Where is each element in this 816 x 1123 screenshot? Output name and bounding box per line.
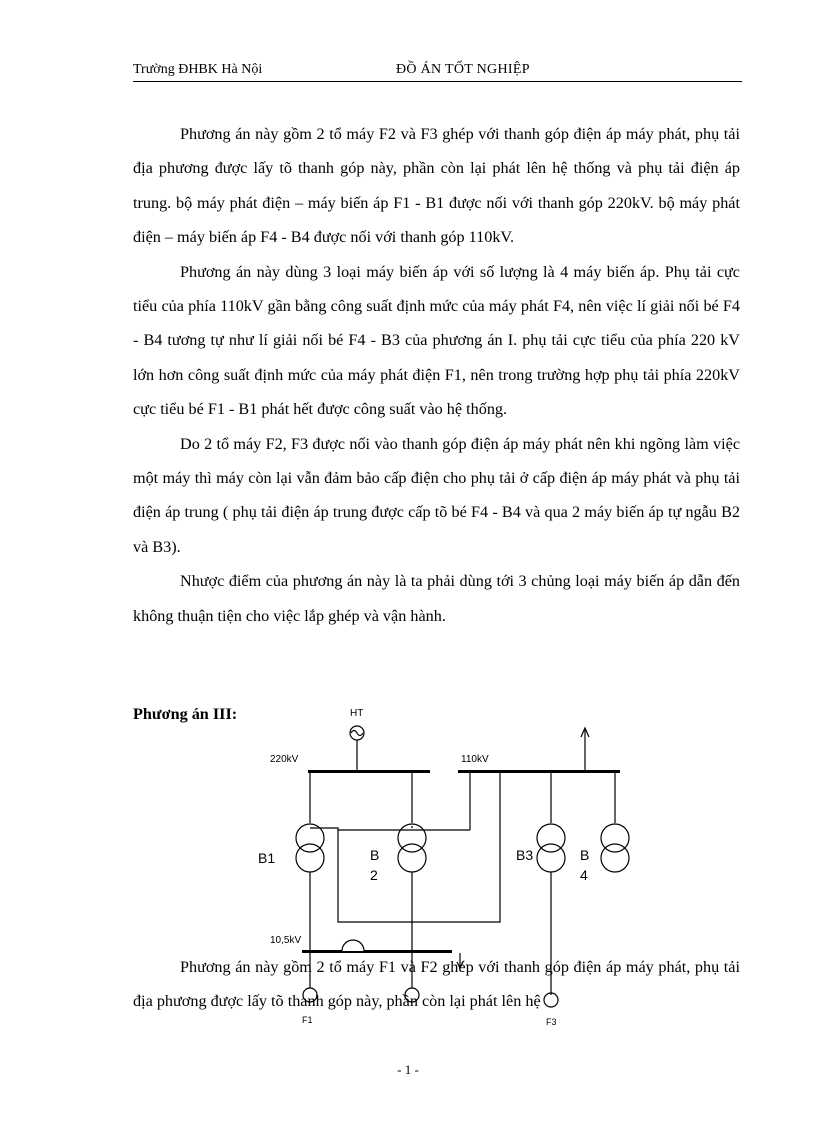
paragraph-3: Do 2 tổ máy F2, F3 được nối vào thanh góp điện áp máy phát nên khi ngõng làm việc một máy thì máy còn lại vẫn đảm bảo cấp điện cho phụ tải ở cấp điện áp máy phát và phụ tải điện áp trung ( phụ tải điện áp trung được cấp tõ bé F4 - B4 và qua 2 máy biến áp tự ngẫu B2 và B3). (133, 434, 740, 556)
label-bus-220kv: 220kV (270, 754, 299, 765)
continued-text (133, 950, 740, 1019)
page-number: - 1 - (397, 1062, 419, 1077)
paragraph-2: Phương án này dùng 3 loại máy biến áp với số lượng là 4 máy biến áp. Phụ tải cực tiểu của phía 110kV gần bằng công suất định mức của máy phát F4, nên việc lí giải nối bé F4 - B4 tương tự như lí giải nối bé F4 - B3 của phương án I. phụ tải cực tiểu của phía 220 kV lớn hơn công suất định mức của máy phát điện F1, nên trong trường hợp phụ tải phía 220kV cực tiểu bé F1 - B1 phát hết được công suất vào hệ thống. (133, 262, 740, 419)
paragraph-5: Phương án này gồm 2 tổ máy F1 và F2 ghép với thanh góp điện áp máy phát, phụ tải địa phương được lấy tõ thanh góp này, phần còn lại phát lên hệ (133, 958, 740, 1011)
bus-220kv (308, 770, 430, 773)
school-name: Trường ĐHBK Hà Nội (133, 62, 263, 77)
bus-110kv (458, 770, 620, 773)
label-bus-10-5kv: 10,5kV (270, 935, 302, 946)
page-header (133, 61, 742, 82)
paragraph-1: Phương án này gồm 2 tổ máy F2 và F3 ghép với thanh góp điện áp máy phát, phụ tải địa phương được lấy tõ thanh góp này, phần còn lại phát lên hệ thống và phụ tải điện áp trung. bộ máy phát điện – máy biến áp F1 - B1 được nối với thanh góp 220kV. bộ máy phát điện – máy biến áp F4 - B4 được nối với thanh góp 110kV. (133, 125, 740, 247)
label-b2-bottom: 2 (370, 867, 378, 883)
label-b2-top: B (370, 847, 380, 863)
label-b3: B3 (516, 847, 534, 863)
label-ht: HT (350, 708, 364, 719)
label-bus-110kv: 110kV (461, 754, 489, 765)
paragraph-4: Nhược điểm của phương án này là ta phải dùng tới 3 chủng loại máy biến áp dẫn đến không thuận tiện cho việc lắp ghép và vận hành. (133, 572, 740, 625)
document-title: ĐỒ ÁN TỐT NGHIỆP (396, 62, 530, 77)
label-b1: B1 (258, 850, 276, 866)
body-text (133, 117, 740, 633)
section-label: Phương án III: (133, 705, 238, 723)
label-f3: F3 (546, 1017, 557, 1027)
label-b4-top: B (580, 847, 590, 863)
label-b4-bottom: 4 (580, 867, 588, 883)
label-f1: F1 (302, 1015, 313, 1025)
